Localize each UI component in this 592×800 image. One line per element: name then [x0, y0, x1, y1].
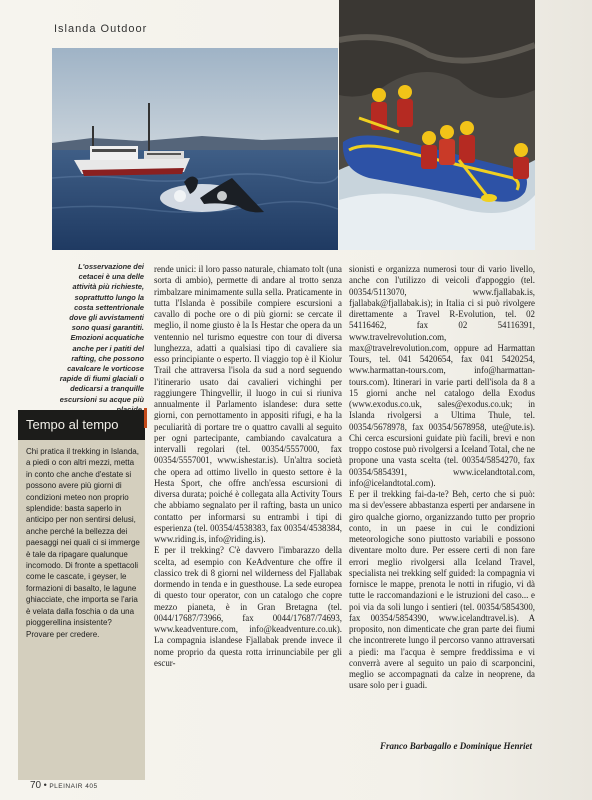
article-column-1 — [154, 264, 342, 669]
photo-caption: L'osservazione dei cetacei è una delle attività più richieste, soprattutto lungo la costa settentrionale dove gli avvistamenti sono quasi garantiti. Emozioni acquatiche anche per i patiti del rafting, che possono cavalcare le vorticose rapide di fiumi glaciali o dedicarsi a tranquille escursioni su acque più — [59, 262, 144, 404]
article-paragraph: E per il trekking fai-da-te? Beh, certo che si può: ma si dev'essere abbastanza esperti per andarsene in giro qualche giorno, organizzando tutto per proprio conto, in un paese in cui le condizioni meteorologiche sono piuttosto variabili e possono diventare molto dure. Per essere certi di non fare errori meglio rivolgersi alla Iceland Travel, specialista nei trekking self guided: la compagnia vi fornisce le mappe, prenota le notti in rifugio, vi dà tutte le raccomandazioni e le istruzioni del caso... e poi via da soli lungo i sentieri (tel. 00354/5854300, fax 00354/5854390, www.icelandtravel.is). A proposito, non dimenticate che gran parte dei fiumi che incontrerete lungo il percorso vanno attraversati a piedi: ma l'acqua è sempre freddissima e vi converrà avere al seguito un paio di scarponcini, meglio se accompagnati da calze in neoprene, da usare solo per i guadi. — [349, 489, 535, 691]
article-paragraph: E per il trekking? C'è davvero l'imbarazzo della scelta, ad esempio con KeAdventure che offre il classico trek di 8 giorni nel wilderness del Fjallabak dormendo in tenda e in guesthouse. La sede europea di questo tour operator, con un catalogo che copre mezzo pianeta, è in Gran Bretagna (tel. 0044/17687/73966, fax 0044/17687/74693, www.keadventure.com, info@keadventure.co.uk). La compagnia islandese Fjallabak prende invece il nome proprio da questa rotta irrinunciabile per gli escur- — [154, 545, 342, 668]
whale-watching-photo — [52, 48, 338, 250]
article-column-2 — [349, 264, 535, 692]
sidebar-body: Chi pratica il trekking in Islanda, a piedi o con altri mezzi, metta in conto che anche d'estate si possono avere più giorni di condizioni meteo non proprio splendide: basta saperlo in anticipo per non sentirsi delusi, anche perché la bellezza dei paesaggi nei quali ci si immerge è tale da ripagare qualunque incomodo. Di fronte a spettacoli come le cascate, i geyser, le formazioni di basalto, le lagune ghiacciate, che importa se l'aria è velata dalla foschia o da una pioggerellina insistente? Provare per credere. — [26, 447, 140, 639]
page-number: 70 — [30, 780, 42, 791]
article-paragraph: sionisti e organizza numerosi tour di vario livello, anche con l'utilizzo di veicoli d'appoggio (tel. 00354/5113070, www.fjallabak.is, fjallabak@fjallabak.is); in Italia ci si può rivolgere direttamente a Travel R-Evolution, tel. 02 54116462, fax 02 54116391, www.travelrevolution.com, max@travelrevolution.com, oppure ad Harmattan Tours, tel. 041 5420654, fax 041 5420254, www.harmattan-tours.com, info@harmattan-tours.com). Itinerari in varie parti dell'isola da 8 a 15 giorni anche nel catalogo della Exodus (www.exodus.co.uk, sales@exodus.co.uk; in Islanda rivolgersi a Ultima Thule, tel. 00354/5678978, fax 00354/5678958, ute@ute.is). Chi cerca escursioni guidate più facili, brevi e non troppo costose può rivolgersi a Iceland Total, che ne propone una vasta scelta (tel. 00354/5854270, fax 00354/5854391, www.icelandtotal.com, info@icelandtotal.com). — [349, 264, 535, 488]
magazine-name: PLEINAIR 405 — [49, 783, 98, 790]
sidebar-box — [18, 410, 145, 780]
running-head: Islanda Outdoor — [54, 23, 148, 35]
rafting-photo — [339, 0, 535, 250]
article-paragraph: rende unici: il loro passo naturale, chiamato tolt (una sorta di ambio), permette di andare al trotto senza rimbalzare minimamente sulla sella. Praticamente in tutta l'Islanda è possibile compiere escursioni a cavallo di poche ore o di più giorni: se cercate il meglio, il nome giusto è la Is Hestar che opera da un ventennio nel turismo equestre con tour di diversa lunghezza, adatti a qualsiasi tipo di cavaliere sia esso principiante o esperto. Il viaggio top è il Kiolur Trail che attraversa l'isola da sud a nord seguendo l'itinerario usato dai cavalieri vichinghi per raggiungere Thingvellir, il luogo in cui si riuniva annualmente il Parlamento islandese: dura sette giorni, con pernottamento in appositi rifugi, e ha la peculiarità di portare tre o quattro cavalli al seguito per ogni partecipante, cambiando cavalcatura a intervalli regolari (tel. 00354/5557000, fax 00354/5557001, www.ishestar.is). Un'altra società che opera ad ottimo livello in questo settore è la Hesta Sport, che offre anch'essa escursioni di diversa durata; poiché è collegata alla Activity Tours che abbiamo segnalato per il rafting, basta un unico contatto per informarsi su entrambi i tipi di esperienza (tel. 00354/4538383, fax 00354/4538384, www.riding.is, info@riding.is). — [154, 264, 342, 544]
sidebar-title: Tempo al tempo — [18, 410, 145, 440]
folio-bullet: • — [43, 780, 47, 790]
page-folio — [30, 780, 98, 791]
article-authors: Franco Barbagallo e Dominique Henriet — [379, 741, 532, 751]
